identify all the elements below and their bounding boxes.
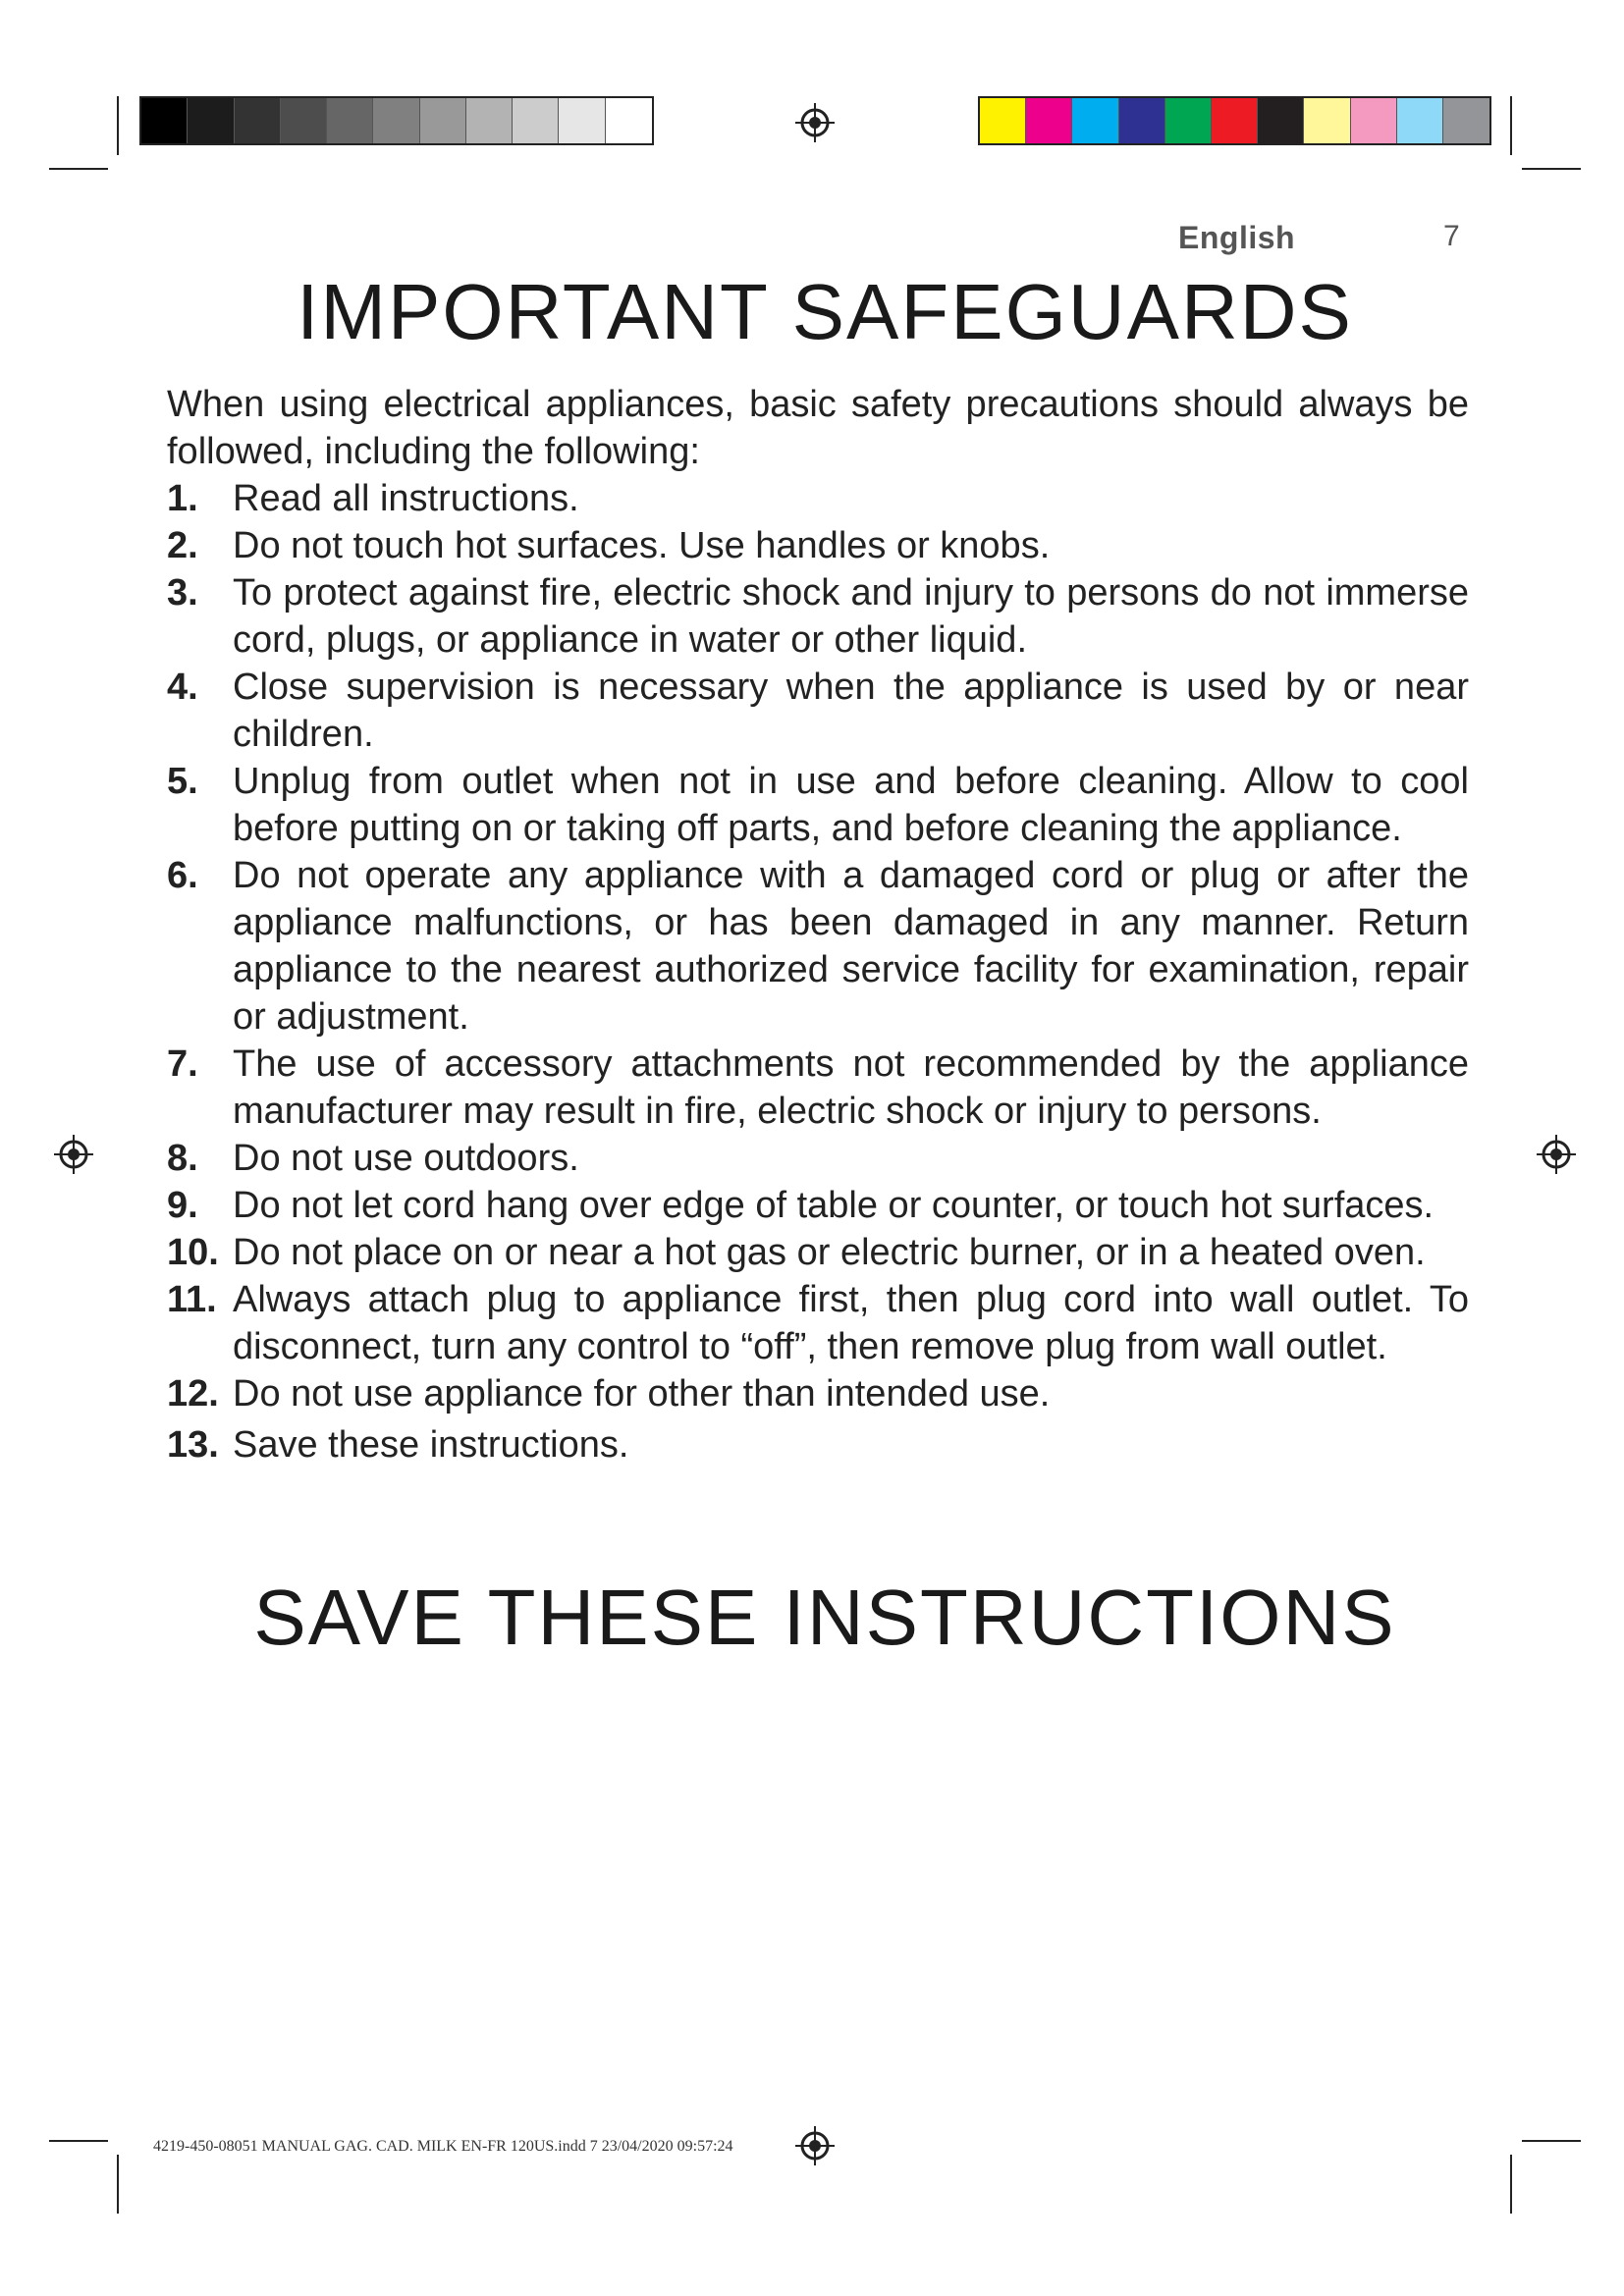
item-text: Do not touch hot surfaces. Use handles or knobs. <box>233 525 1051 566</box>
gray-swatch-5 <box>327 98 373 143</box>
gray-swatch-3 <box>235 98 281 143</box>
registration-mark-left-icon <box>52 1133 95 1176</box>
gray-swatch-2 <box>188 98 234 143</box>
item-number: 6. <box>167 855 198 896</box>
item-text: Always attach plug to appliance first, then plug cord into wall outlet. To disconnect, turn any control to “off”, then remove plug from wall outlet. <box>233 1279 1469 1367</box>
color-swatch-5 <box>1165 98 1212 143</box>
registration-mark-top-icon <box>793 101 837 144</box>
item-number: 8. <box>167 1138 198 1179</box>
language-label: English <box>1178 220 1296 255</box>
item-text: To protect against fire, electric shock and injury to persons do not immerse cord, plugs, or appliance in water or other liquid. <box>233 572 1469 661</box>
crop-mark-top-right-h <box>1522 168 1581 170</box>
item-number: 11. <box>167 1279 217 1320</box>
item-number: 4. <box>167 667 198 708</box>
gray-swatch-6 <box>373 98 419 143</box>
item-number: 5. <box>167 761 198 802</box>
closing-heading: SAVE THESE INSTRUCTIONS <box>253 1574 1396 1661</box>
list-item <box>167 475 1469 522</box>
color-swatch-8 <box>1304 98 1350 143</box>
color-swatch-4 <box>1119 98 1165 143</box>
item-number: 12. <box>167 1373 219 1415</box>
crop-mark-bottom-right-h <box>1522 2140 1581 2142</box>
color-swatch-9 <box>1351 98 1397 143</box>
gray-swatch-9 <box>513 98 559 143</box>
page-title: IMPORTANT SAFEGUARDS <box>297 268 1353 355</box>
list-item <box>167 522 1469 569</box>
crop-mark-bottom-left-h <box>49 2140 108 2142</box>
item-number: 1. <box>167 478 198 519</box>
print-slug-footer: 4219-450-08051 MANUAL GAG. CAD. MILK EN-FR 120US.indd 7 23/04/2020 09:57:24 <box>153 2138 733 2155</box>
grayscale-calibration-bar <box>139 96 654 145</box>
item-number: 3. <box>167 572 198 614</box>
page-number: 7 <box>1443 220 1460 252</box>
color-calibration-bar <box>978 96 1491 145</box>
item-number: 9. <box>167 1185 198 1226</box>
list-item <box>167 852 1469 1041</box>
item-text: Do not operate any appliance with a damaged cord or plug or after the appliance malfunctions, or has been damaged in any manner. Return appliance to the nearest authorized service facility for examination, repair or adjustment. <box>233 855 1469 1038</box>
color-swatch-6 <box>1212 98 1258 143</box>
list-item <box>167 1229 1469 1276</box>
list-item <box>167 1276 1469 1370</box>
registration-mark-right-icon <box>1535 1133 1578 1176</box>
item-text: The use of accessory attachments not recommended by the appliance manufacturer may result in fire, electric shock or injury to persons. <box>233 1043 1469 1132</box>
item-text: Do not place on or near a hot gas or electric burner, or in a heated oven. <box>233 1232 1426 1273</box>
crop-mark-top-right-v <box>1510 96 1512 155</box>
item-number: 13. <box>167 1424 219 1466</box>
intro-paragraph: When using electrical appliances, basic safety precautions should always be followed, including the following: <box>167 384 1469 472</box>
gray-swatch-7 <box>420 98 466 143</box>
item-text: Read all instructions. <box>233 478 579 519</box>
crop-mark-top-left-h <box>49 168 108 170</box>
list-item <box>167 1421 1469 1468</box>
list-item <box>167 758 1469 852</box>
gray-swatch-10 <box>559 98 605 143</box>
list-item <box>167 569 1469 664</box>
item-number: 10. <box>167 1232 219 1273</box>
item-text: Close supervision is necessary when the appliance is used by or near children. <box>233 667 1469 755</box>
crop-mark-bottom-right-v <box>1510 2155 1512 2214</box>
color-swatch-10 <box>1397 98 1443 143</box>
color-swatch-7 <box>1258 98 1304 143</box>
color-swatch-2 <box>1026 98 1072 143</box>
item-number: 7. <box>167 1043 198 1085</box>
crop-mark-bottom-left-v <box>117 2155 119 2214</box>
item-text: Unplug from outlet when not in use and before cleaning. Allow to cool before putting on or taking off parts, and before cleaning the appliance. <box>233 761 1469 849</box>
gray-swatch-1 <box>141 98 188 143</box>
gray-swatch-8 <box>466 98 513 143</box>
list-item <box>167 664 1469 758</box>
color-swatch-1 <box>980 98 1026 143</box>
safeguards-list <box>167 475 1469 1468</box>
crop-mark-top-left-v <box>117 96 119 155</box>
item-number: 2. <box>167 525 198 566</box>
list-item <box>167 1182 1469 1229</box>
item-text: Do not let cord hang over edge of table or counter, or touch hot surfaces. <box>233 1185 1435 1226</box>
gray-swatch-11 <box>606 98 652 143</box>
item-text: Do not use appliance for other than intended use. <box>233 1373 1051 1415</box>
color-swatch-11 <box>1443 98 1489 143</box>
gray-swatch-4 <box>281 98 327 143</box>
list-item <box>167 1370 1469 1417</box>
list-item <box>167 1041 1469 1135</box>
color-swatch-3 <box>1072 98 1118 143</box>
list-item <box>167 1135 1469 1182</box>
item-text: Do not use outdoors. <box>233 1138 579 1179</box>
item-text: Save these instructions. <box>233 1424 629 1466</box>
